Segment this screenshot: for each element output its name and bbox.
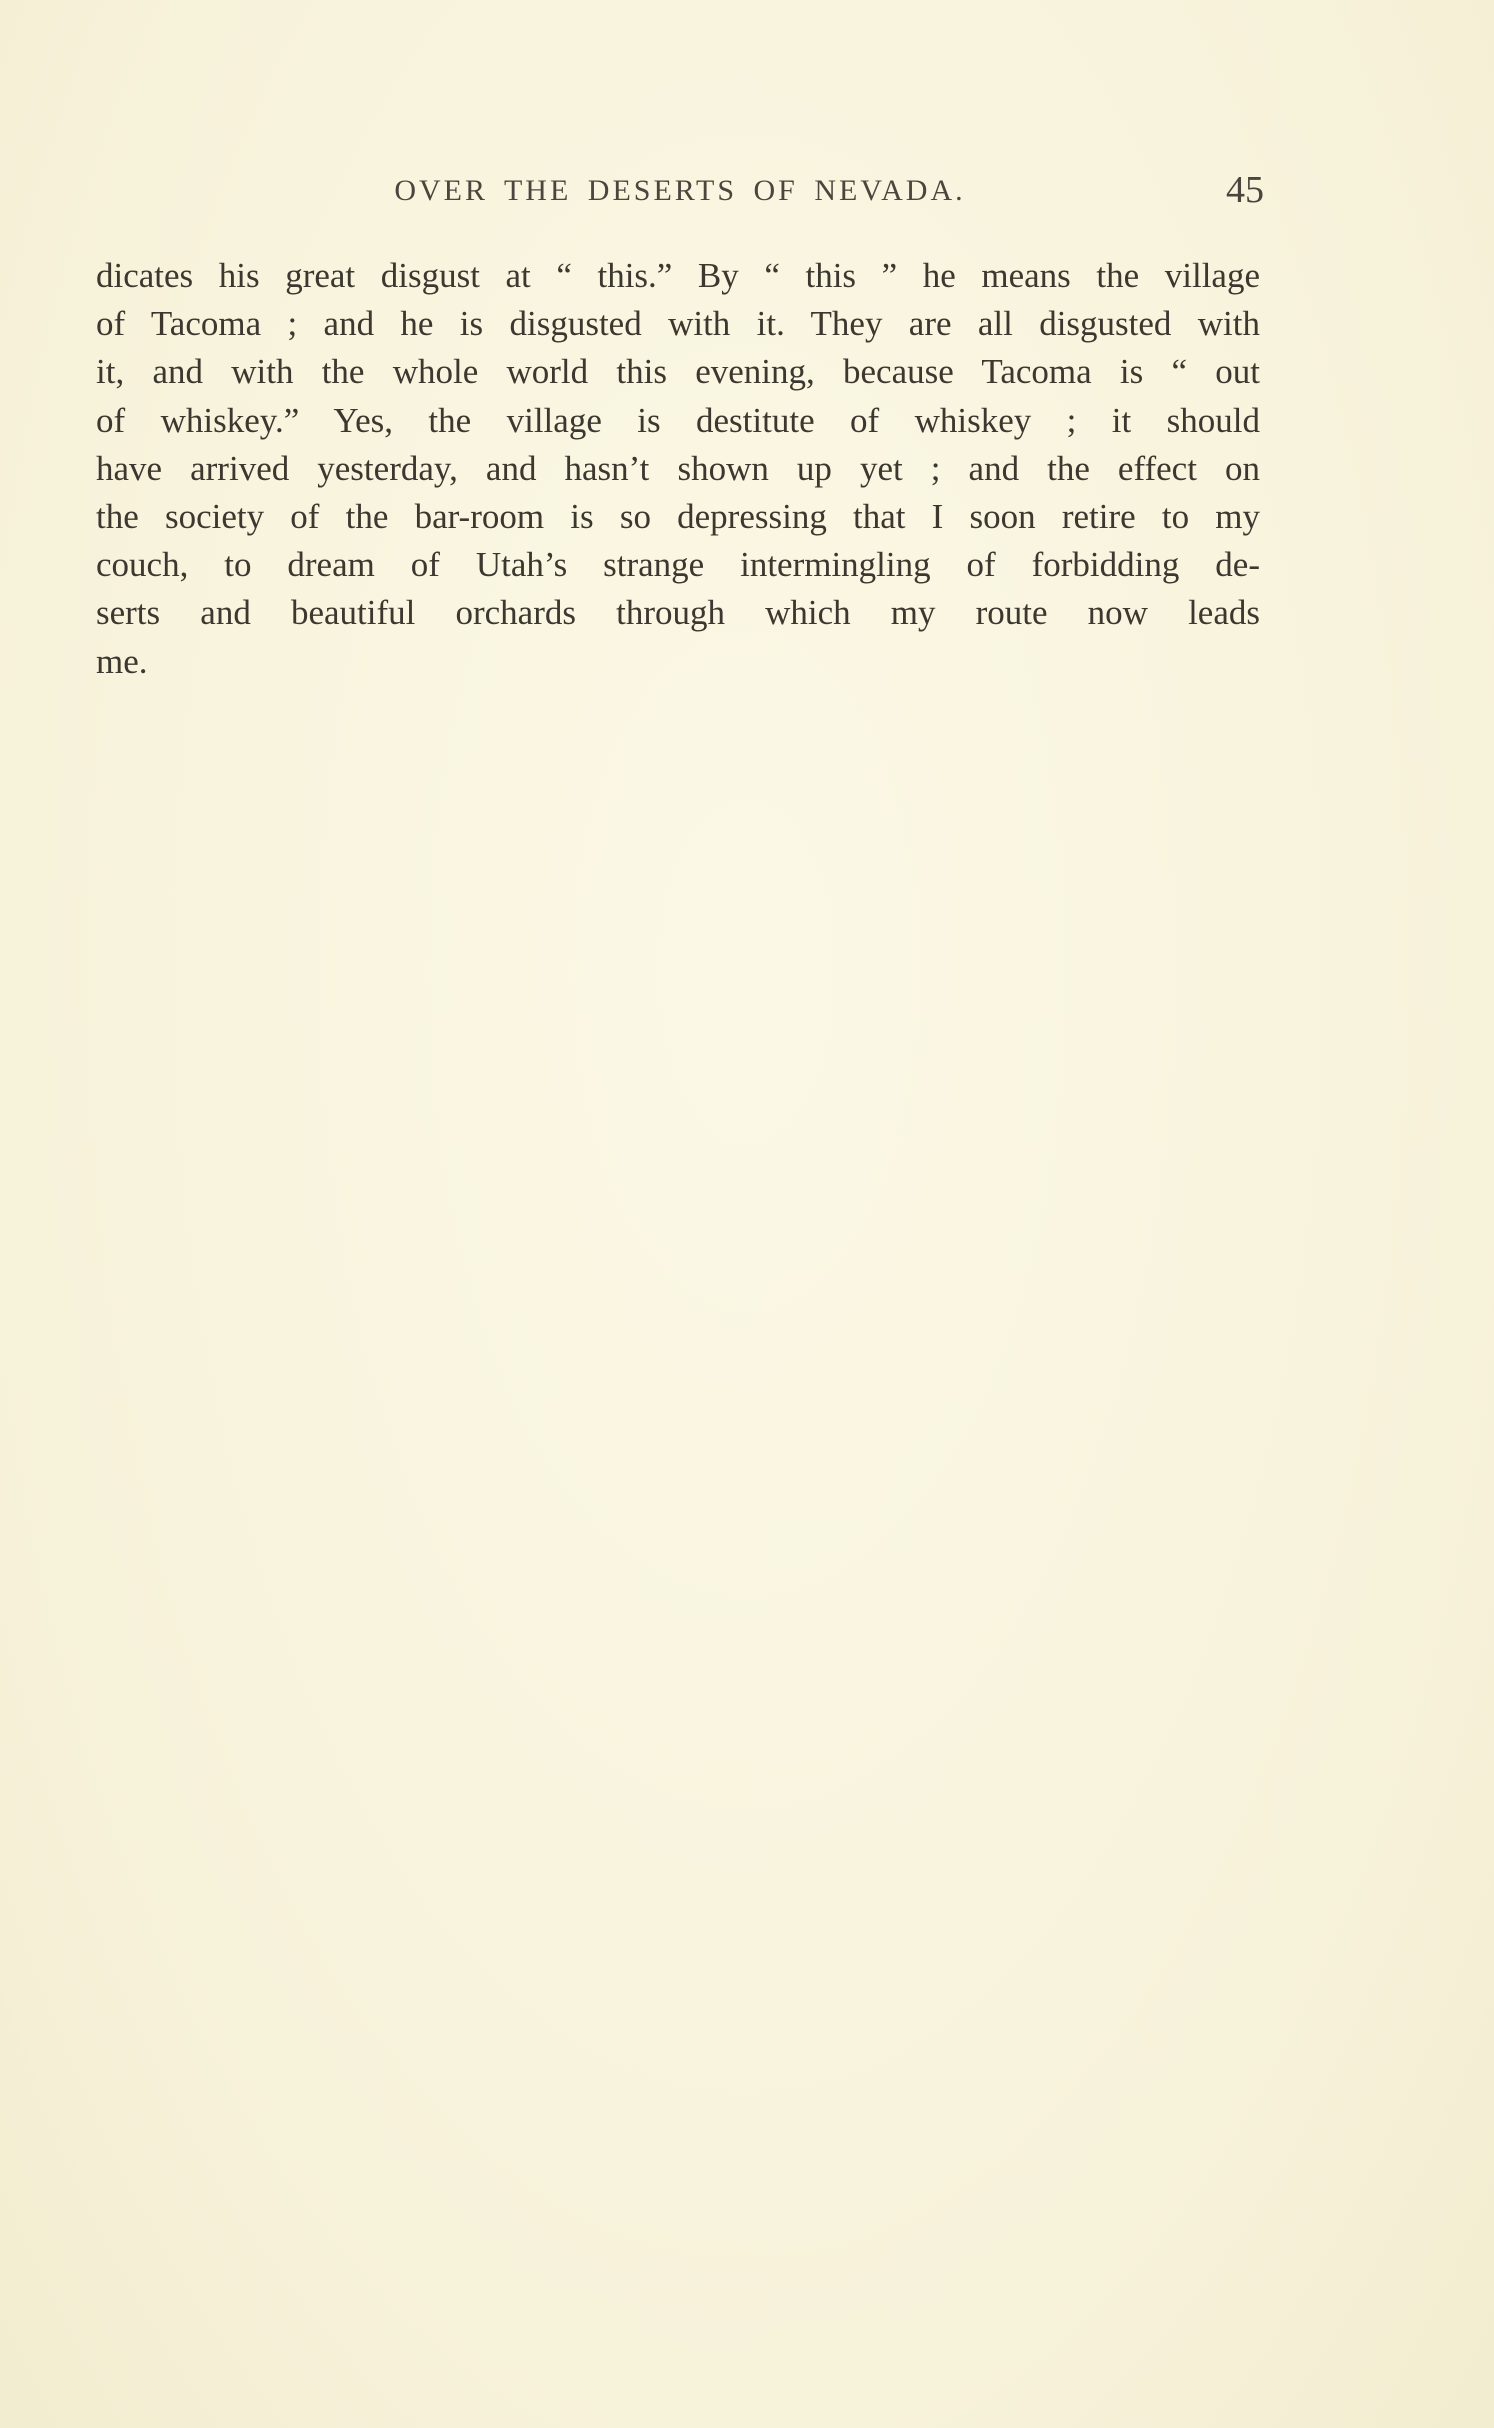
body-paragraph (96, 252, 1260, 686)
text-line: couch, to dream of Utah’s strange intermingling of forbidding de- (96, 545, 1260, 585)
text-line: me. (96, 641, 148, 681)
text-line: it, and with the whole world this evening, because Tacoma is “ out (96, 352, 1260, 392)
text-line: of whiskey.” Yes, the village is destitute of whiskey ; it should (96, 400, 1260, 440)
text-line: serts and beautiful orchards through which my route now leads (96, 593, 1260, 633)
text-line: dicates his great disgust at “ this.” By “ this ” he means the village (96, 256, 1260, 295)
running-title: OVER THE DESERTS OF NEVADA. (394, 174, 966, 207)
running-head (96, 168, 1264, 216)
page-number: 45 (1226, 169, 1264, 211)
text-line: of Tacoma ; and he is disgusted with it. They are all disgusted with (96, 304, 1260, 344)
text-line: the society of the bar-room is so depressing that I soon retire to my (96, 497, 1260, 537)
text-line: have arrived yesterday, and hasn’t shown up yet ; and the effect on (96, 448, 1260, 488)
